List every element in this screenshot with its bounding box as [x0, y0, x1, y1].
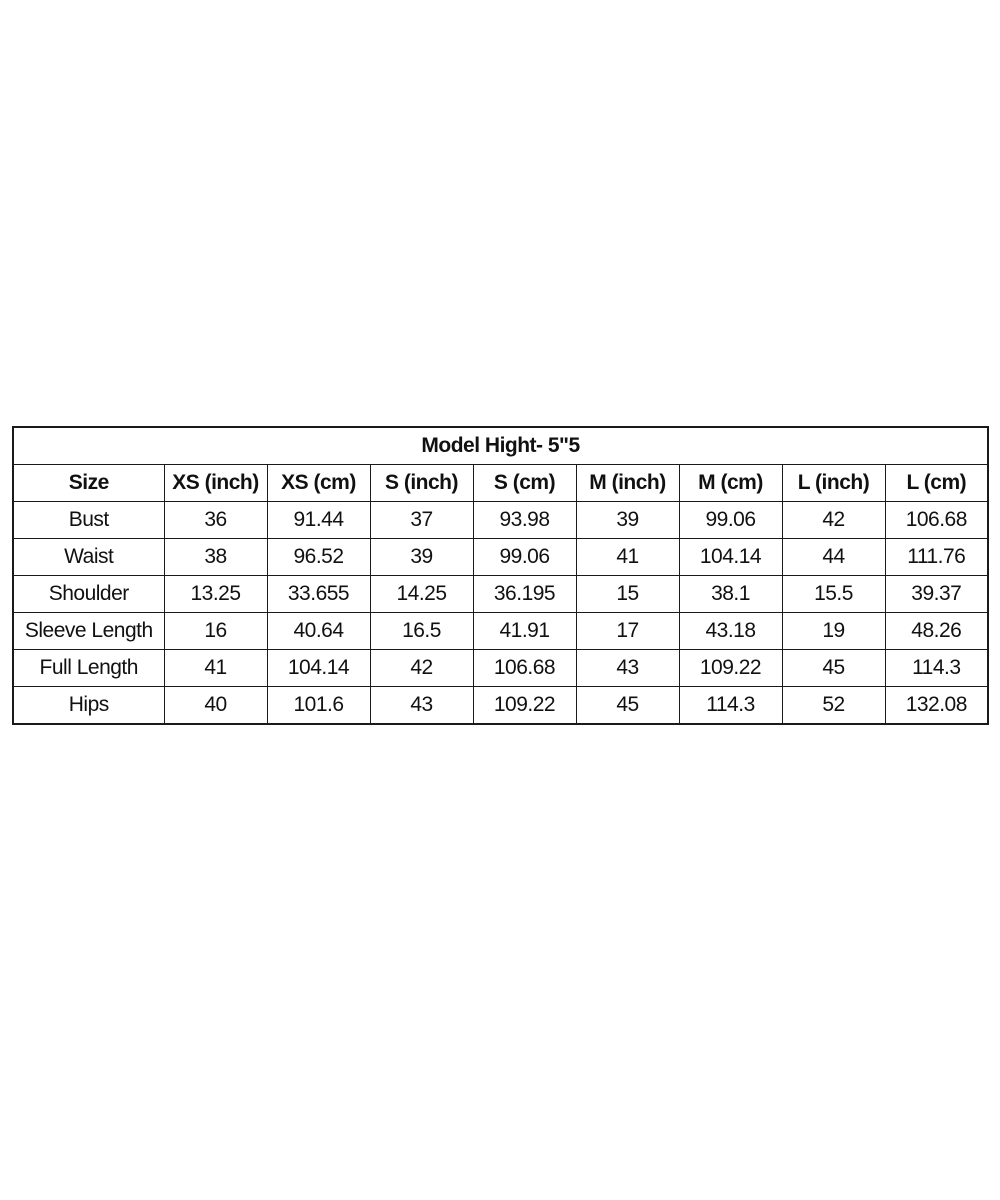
table-cell: 45	[782, 650, 885, 687]
table-cell: 14.25	[370, 576, 473, 613]
row-label: Hips	[13, 687, 164, 725]
table-cell: 99.06	[679, 502, 782, 539]
row-label: Bust	[13, 502, 164, 539]
column-header: L (cm)	[885, 465, 988, 502]
table-row	[13, 539, 988, 576]
table-cell: 91.44	[267, 502, 370, 539]
table-cell: 15.5	[782, 576, 885, 613]
header-row	[13, 465, 988, 502]
table-cell: 44	[782, 539, 885, 576]
table-title: Model Hight- 5"5	[13, 427, 988, 465]
table-cell: 114.3	[679, 687, 782, 725]
table-cell: 41.91	[473, 613, 576, 650]
table-cell: 132.08	[885, 687, 988, 725]
table-cell: 43	[576, 650, 679, 687]
table-cell: 19	[782, 613, 885, 650]
table-cell: 37	[370, 502, 473, 539]
row-label: Shoulder	[13, 576, 164, 613]
table-cell: 101.6	[267, 687, 370, 725]
table-cell: 39	[576, 502, 679, 539]
table-cell: 33.655	[267, 576, 370, 613]
table-cell: 106.68	[473, 650, 576, 687]
table-row	[13, 576, 988, 613]
table-cell: 99.06	[473, 539, 576, 576]
table-cell: 38	[164, 539, 267, 576]
table-cell: 114.3	[885, 650, 988, 687]
table-cell: 48.26	[885, 613, 988, 650]
table-cell: 42	[370, 650, 473, 687]
table-cell: 111.76	[885, 539, 988, 576]
table-cell: 38.1	[679, 576, 782, 613]
column-header: XS (cm)	[267, 465, 370, 502]
table-cell: 109.22	[679, 650, 782, 687]
table-body	[13, 502, 988, 725]
table-cell: 15	[576, 576, 679, 613]
table-cell: 36.195	[473, 576, 576, 613]
table-cell: 42	[782, 502, 885, 539]
row-label: Waist	[13, 539, 164, 576]
table-cell: 43	[370, 687, 473, 725]
table-cell: 13.25	[164, 576, 267, 613]
table-cell: 16	[164, 613, 267, 650]
table-cell: 104.14	[679, 539, 782, 576]
column-header: XS (inch)	[164, 465, 267, 502]
row-label: Sleeve Length	[13, 613, 164, 650]
table-cell: 41	[576, 539, 679, 576]
table-row	[13, 687, 988, 725]
table-cell: 93.98	[473, 502, 576, 539]
column-header: S (inch)	[370, 465, 473, 502]
table-cell: 39	[370, 539, 473, 576]
table-cell: 43.18	[679, 613, 782, 650]
column-header: M (cm)	[679, 465, 782, 502]
column-header: M (inch)	[576, 465, 679, 502]
table-cell: 40	[164, 687, 267, 725]
column-header: S (cm)	[473, 465, 576, 502]
column-header: L (inch)	[782, 465, 885, 502]
table-cell: 16.5	[370, 613, 473, 650]
row-label: Full Length	[13, 650, 164, 687]
table-row	[13, 502, 988, 539]
table-cell: 40.64	[267, 613, 370, 650]
table-row	[13, 613, 988, 650]
table-cell: 104.14	[267, 650, 370, 687]
table-cell: 109.22	[473, 687, 576, 725]
table-cell: 96.52	[267, 539, 370, 576]
table-cell: 52	[782, 687, 885, 725]
table-row	[13, 650, 988, 687]
column-header: Size	[13, 465, 164, 502]
table-cell: 39.37	[885, 576, 988, 613]
title-row	[13, 427, 988, 465]
table-cell: 17	[576, 613, 679, 650]
table-cell: 36	[164, 502, 267, 539]
table-cell: 41	[164, 650, 267, 687]
table-cell: 106.68	[885, 502, 988, 539]
table-cell: 45	[576, 687, 679, 725]
size-chart-table	[12, 426, 989, 725]
